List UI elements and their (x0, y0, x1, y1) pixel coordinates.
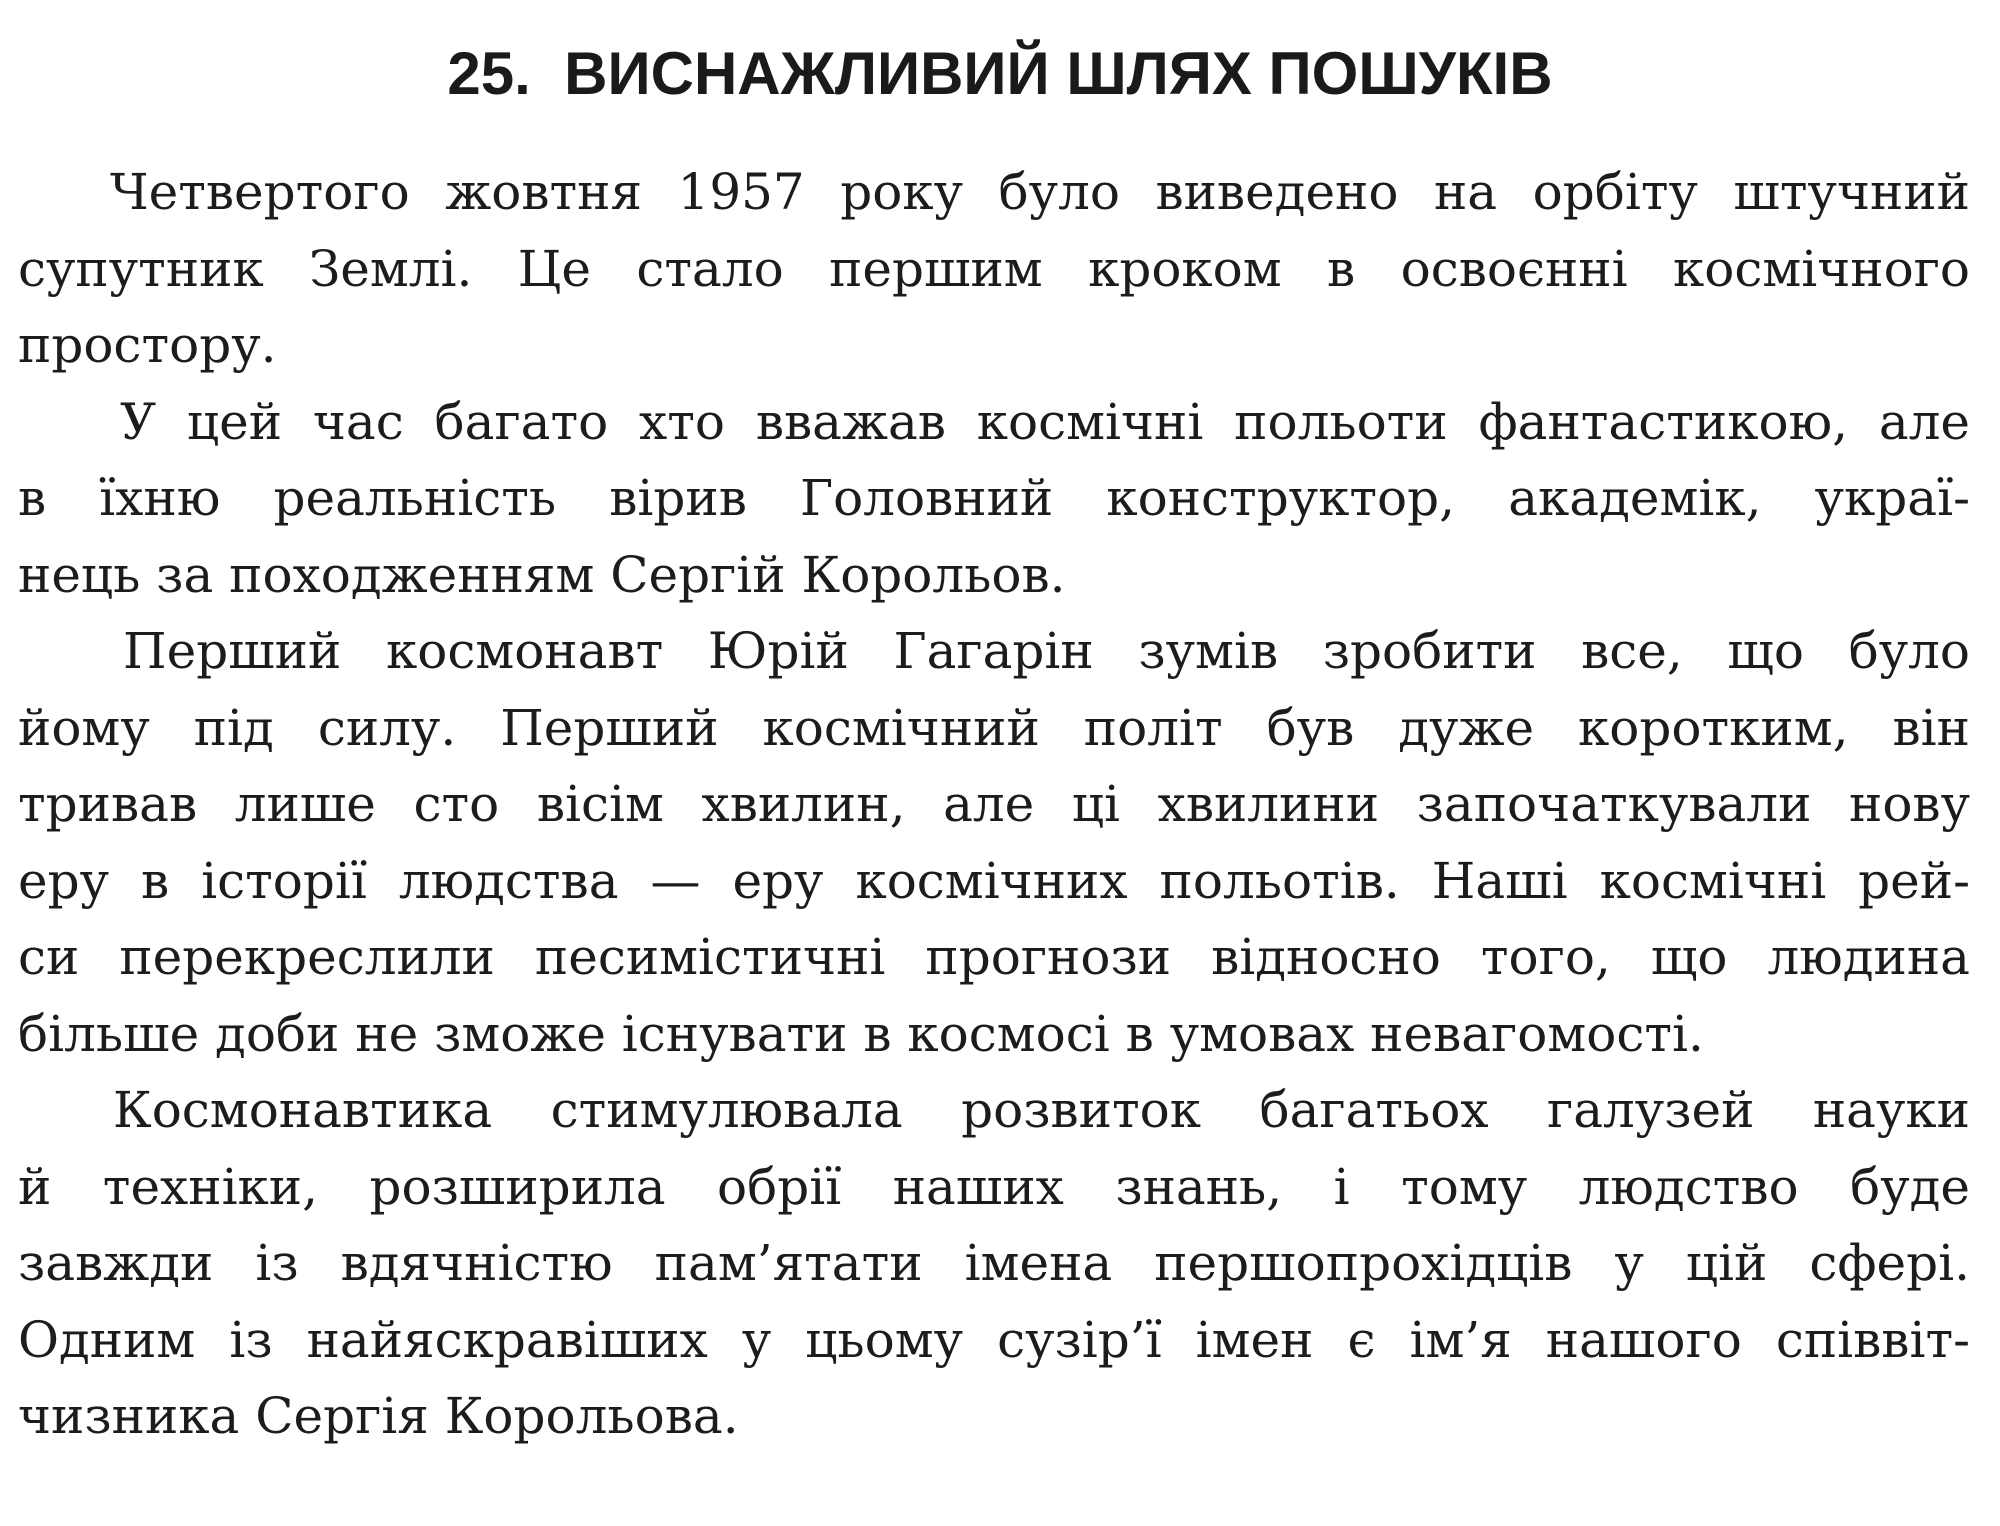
text-line: завжди із вдячністю пам’ятати імена першопрохідців у цій сфері. (18, 1234, 1970, 1292)
text-line: У цей час багато хто вважав космічні польоти фантастикою, але (120, 392, 1970, 451)
text-line: й техніки, розширила обрії наших знань, і тому людство буде (18, 1157, 1970, 1216)
text-line: еру в історії людства — еру космічних польотів. Наші космічні рей- (18, 851, 1970, 910)
text-line: Одним із найяскравіших у цьому сузір’ї імен є ім’я нашого співвіт- (18, 1310, 1970, 1369)
text-line: чизника Сергія Корольова. (18, 1387, 739, 1445)
document-body (18, 154, 1970, 1455)
text-line: си перекреслили песимістичні прогнози відносно того, що людина (18, 928, 1970, 986)
text-line: тривав лише сто вісім хвилин, але ці хвилини започаткували нову (18, 775, 1970, 833)
text-line: більше доби не зможе існувати в космосі в умовах невагомості. (18, 1004, 1704, 1063)
text-line: Космонавтика стимулювала розвиток багатьох галузей науки (113, 1081, 1970, 1139)
text-line: Четвертого жовтня 1957 року було виведено на орбіту штучний (110, 163, 1970, 221)
text-line: в їхню реальність вірив Головний конструктор, академік, украї- (18, 469, 1970, 527)
text-line: Перший космонавт Юрій Гагарін зумів зробити все, що було (123, 622, 1970, 680)
text-line: йому під силу. Перший космічний політ був дуже коротким, він (18, 698, 1970, 757)
text-line: нець за походженням Сергій Корольов. (18, 545, 1066, 604)
page-title: 25. ВИСНАЖЛИВИЙ ШЛЯХ ПОШУКІВ (447, 40, 1553, 107)
text-line: простору. (18, 316, 277, 374)
text-line: супутник Землі. Це стало першим кроком в освоєнні космічного (18, 239, 1970, 298)
